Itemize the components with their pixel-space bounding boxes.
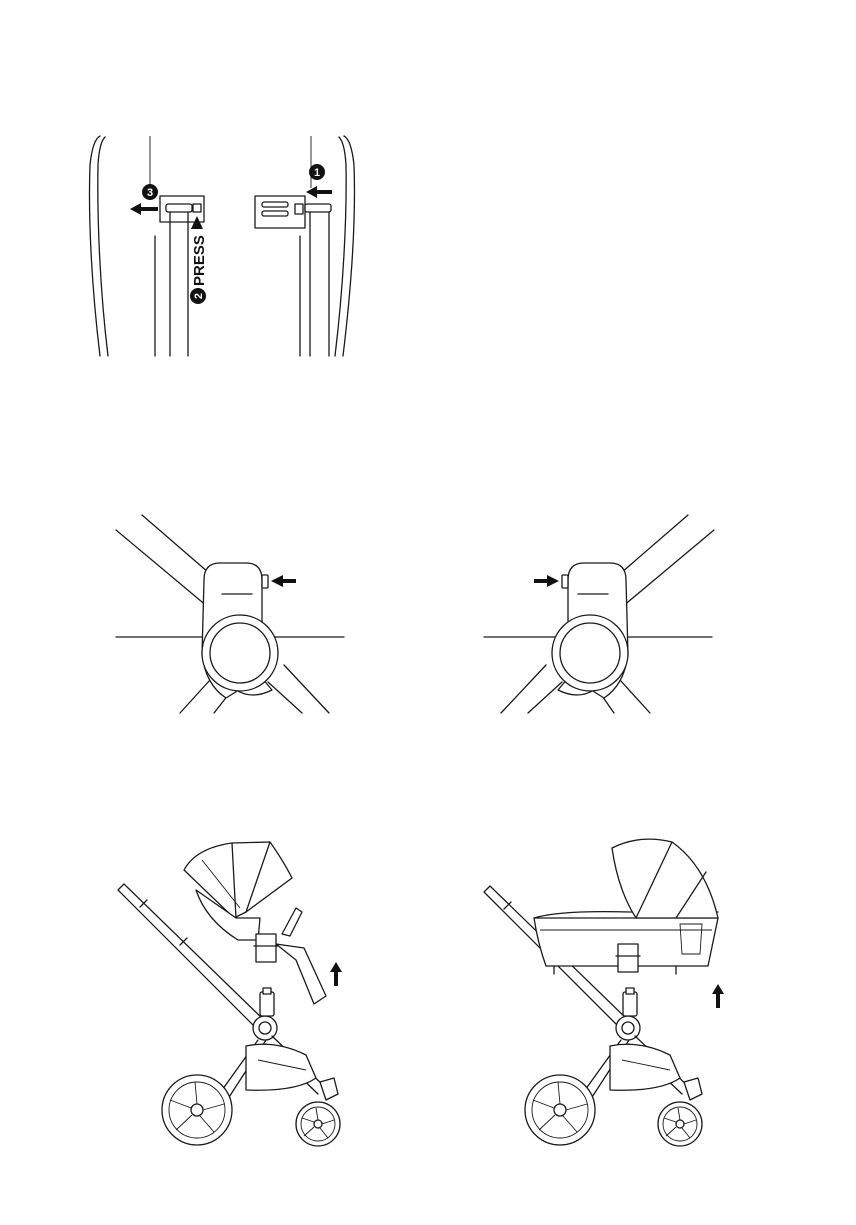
step-3-number: 3 (146, 187, 154, 199)
step-2-number: 2 (193, 292, 205, 300)
step-2-marker (190, 288, 206, 304)
press-label: PRESS (191, 235, 208, 286)
figure-hub-left (116, 515, 344, 713)
figure-stroller-carrycot (484, 839, 724, 1146)
arrow-left-icon (306, 186, 332, 198)
right-buckle (255, 196, 331, 356)
step-3-marker (142, 184, 158, 200)
arrow-right-icon (534, 575, 559, 587)
arrow-up-icon (712, 984, 724, 1008)
figure-stroller-seat-unit (118, 842, 342, 1146)
arrow-left-icon (271, 575, 296, 587)
figure-buckle-release (89, 136, 354, 356)
figure-hub-right (484, 515, 714, 713)
arrow-left-icon (130, 203, 158, 215)
step-1-marker (309, 164, 325, 180)
step-1-number: 1 (313, 167, 321, 179)
arrow-up-icon (330, 962, 342, 986)
